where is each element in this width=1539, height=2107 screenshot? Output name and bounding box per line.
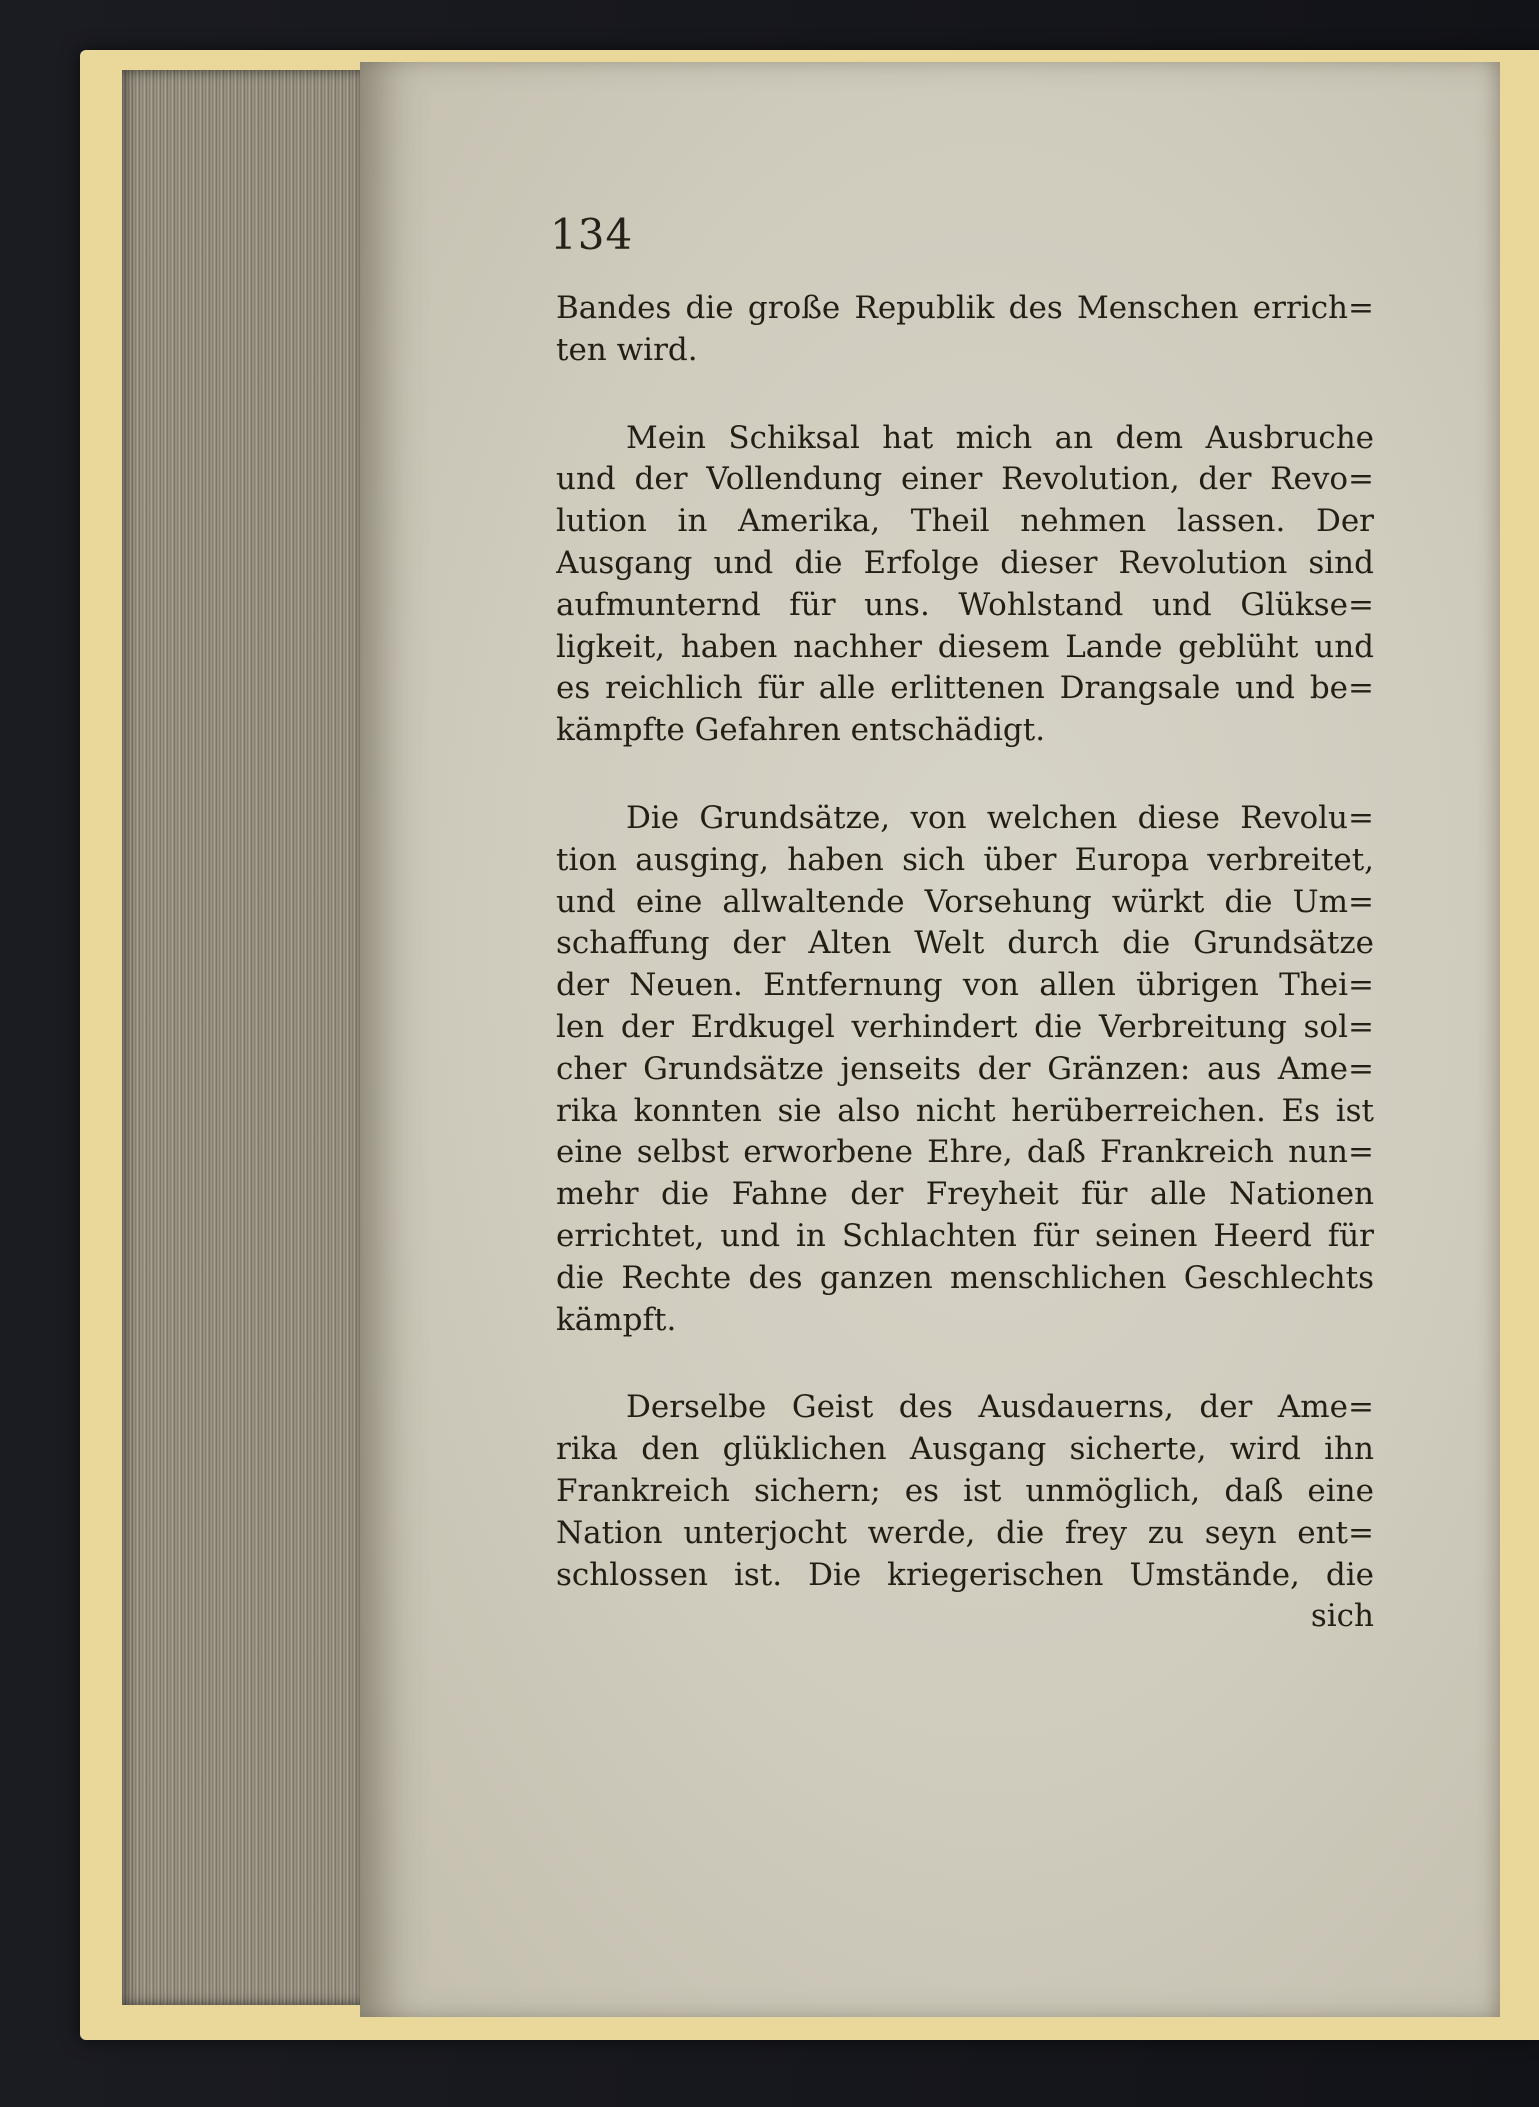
text-line: kämpfte Gefahren entschädigt. <box>556 712 1046 749</box>
text-line: Nation unterjocht werde, die frey zu seyn ent= <box>556 1514 1374 1551</box>
text-line: tion ausging, haben sich über Europa verbreitet, <box>556 841 1374 878</box>
text-line: ligkeit, haben nachher diesem Lande geblüht und <box>556 628 1374 665</box>
text-line: aufmunternd für uns. Wohlstand und Glükse= <box>556 586 1374 623</box>
text-line: kämpft. <box>556 1301 677 1338</box>
text-line: rika den glüklichen Ausgang sicherte, wird ihn <box>556 1431 1374 1468</box>
text-line: und der Vollendung einer Revolution, der Revo= <box>556 461 1374 498</box>
text-line: die Rechte des ganzen menschlichen Geschlechts <box>556 1259 1374 1296</box>
text-line: cher Grundsätze jenseits der Gränzen: aus Ame= <box>556 1050 1374 1087</box>
text-line: ten wird. <box>556 331 698 368</box>
text-line: errichtet, und in Schlachten für seinen Heerd für <box>556 1217 1374 1254</box>
text-line: schaffung der Alten Welt durch die Grundsätze <box>556 925 1374 962</box>
text-line: eine selbst erworbene Ehre, daß Frankreich nun= <box>556 1134 1374 1171</box>
paragraph-gap <box>556 1341 1374 1387</box>
text-line: Mein Schiksal hat mich an dem Ausbruche <box>626 419 1374 456</box>
text-line: lution in Amerika, Theil nehmen lassen. Der <box>556 503 1374 540</box>
text-line: Ausgang und die Erfolge dieser Revolution sind <box>556 544 1374 581</box>
page-number: 134 <box>550 210 634 259</box>
text-line: Frankreich sichern; es ist unmöglich, daß eine <box>556 1472 1374 1509</box>
page-edges <box>122 70 372 2005</box>
text-line: der Neuen. Entfernung von allen übrigen Thei= <box>556 967 1374 1004</box>
text-line: mehr die Fahne der Freyheit für alle Nationen <box>556 1176 1374 1213</box>
catchword: sich <box>1310 1598 1374 1635</box>
paragraph-gap <box>556 752 1374 798</box>
text-line: und eine allwaltende Vorsehung würkt die Um= <box>556 883 1374 920</box>
text-line: schlossen ist. Die kriegerischen Umstände, die <box>556 1556 1374 1593</box>
paragraph-gap <box>556 372 1374 418</box>
page-text <box>556 288 1374 1638</box>
book-page <box>360 62 1500 2017</box>
text-line: Derselbe Geist des Ausdauerns, der Ame= <box>626 1389 1374 1426</box>
text-line: Die Grundsätze, von welchen diese Revolu= <box>626 799 1374 836</box>
text-line: rika konnten sie also nicht herüberreichen. Es ist <box>556 1092 1374 1129</box>
text-line: es reichlich für alle erlittenen Drangsale und be= <box>556 670 1374 707</box>
text-line: len der Erdkugel verhindert die Verbreitung sol= <box>556 1008 1374 1045</box>
text-line: Bandes die große Republik des Menschen errich= <box>556 290 1374 326</box>
